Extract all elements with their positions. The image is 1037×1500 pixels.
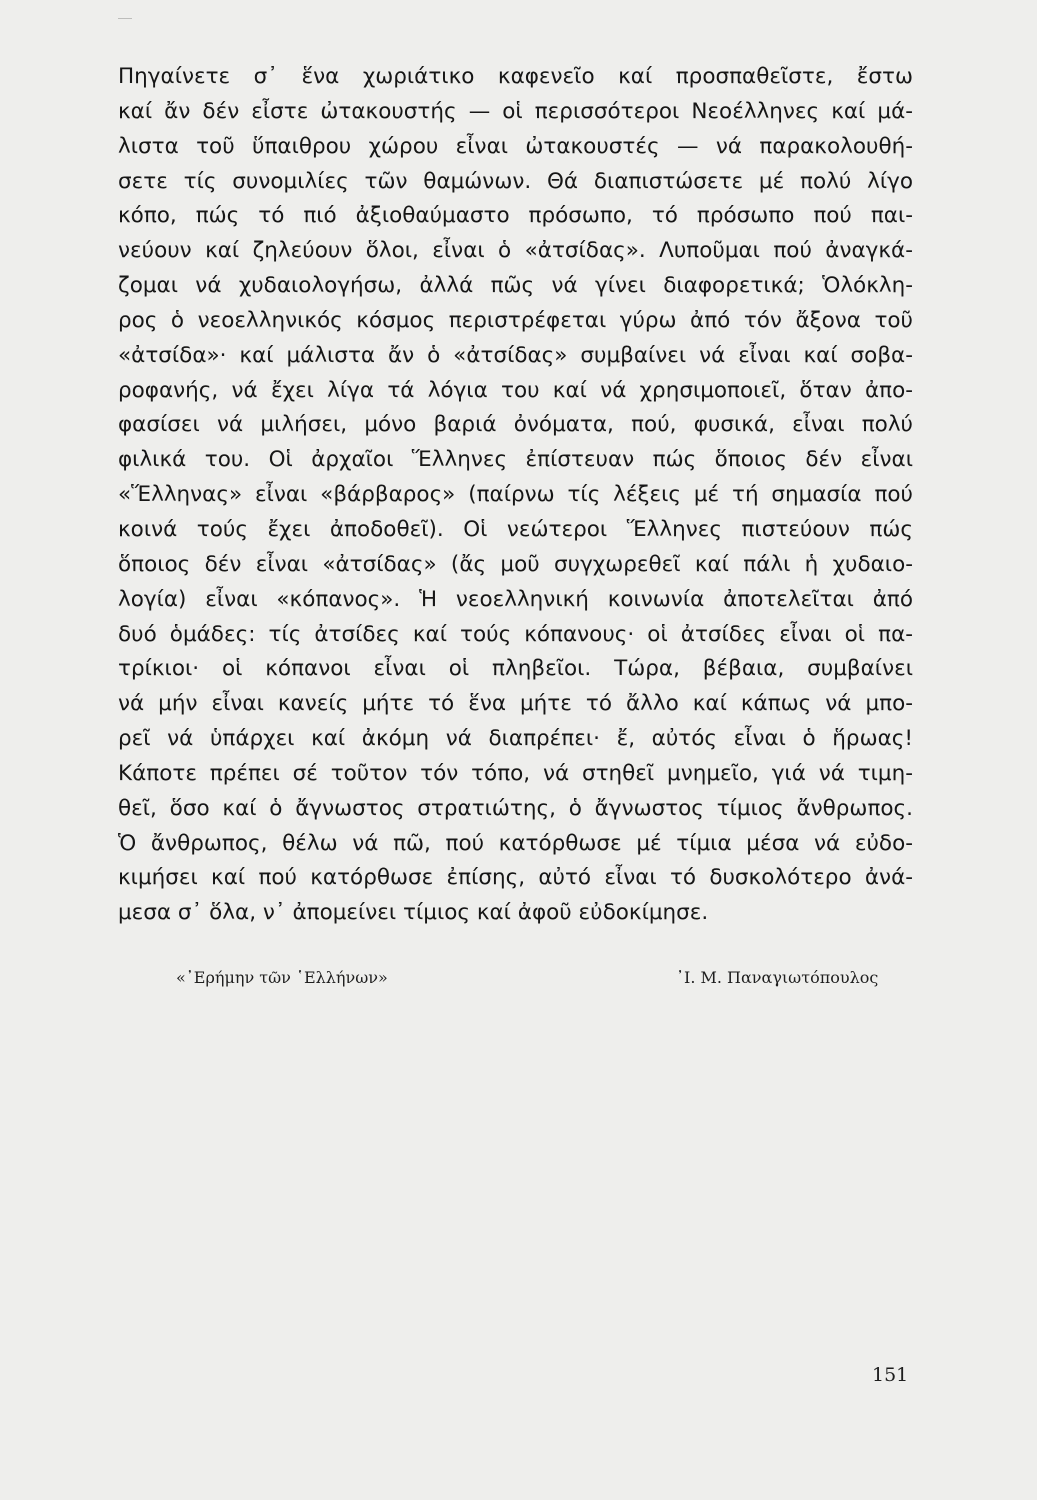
text-line: Κάποτε πρέπει σέ τοῦτον τόν τόπο, νά στηθεῖ μνημεῖο, γιά νά τιμη-	[118, 760, 913, 786]
text-line: θεῖ, ὅσο καί ὁ ἄγνωστος στρατιώτης, ὁ ἄγνωστος τίμιος ἄνθρωπος.	[118, 795, 913, 821]
text-line: νά μήν εἶναι κανείς μήτε τό ἕνα μήτε τό ἄλλο καί κάπως νά μπο-	[118, 691, 913, 717]
text-line: ζομαι νά χυδαιολογήσω, ἀλλά πῶς νά γίνει διαφορετικά; Ὁλόκλη-	[118, 273, 913, 299]
text-line: ροφανής, νά ἔχει λίγα τά λόγια του καί νά χρησιμοποιεῖ, ὅταν ἀπο-	[118, 377, 913, 403]
text-line: μεσα σ᾽ ὅλα, ν᾽ ἀπομείνει τίμιος καί ἀφοῦ εὐδοκίμησε.	[118, 900, 709, 926]
text-line: δυό ὁμάδες: τίς ἀτσίδες καί τούς κόπανους· οἱ ἀτσίδες εἶναι οἱ πα-	[118, 621, 913, 647]
text-line: «Ἕλληνας» εἶναι «βάρβαρος» (παίρνω τίς λέξεις μέ τή σημασία πού	[118, 482, 913, 508]
text-line: ρεῖ νά ὑπάρχει καί ἀκόμη νά διαπρέπει· ἔ, αὐτός εἶναι ὁ ἥρωας!	[118, 726, 913, 752]
author-name: ᾽Ι. Μ. Παναγιωτόπουλος	[676, 968, 879, 987]
text-line: ρος ὁ νεοελληνικός κόσμος περιστρέφεται γύρω ἀπό τόν ἄξονα τοῦ	[118, 307, 913, 333]
body-paragraph	[118, 60, 913, 931]
text-line: λιστα τοῦ ὕπαιθρου χώρου εἶναι ὠτακουστές — νά παρακολουθή-	[118, 133, 913, 159]
text-line: φασίσει νά μιλήσει, μόνο βαριά ὀνόματα, πού, φυσικά, εἶναι πολύ	[118, 412, 913, 438]
text-line: ὅποιος δέν εἶναι «ἀτσίδας» (ἄς μοῦ συγχωρεθεῖ καί πάλι ἡ χυδαιο-	[118, 551, 913, 577]
text-line: κόπο, πώς τό πιό ἀξιοθαύμαστο πρόσωπο, τό πρόσωπο πού παι-	[118, 203, 913, 229]
text-line: τρίκιοι· οἱ κόπανοι εἶναι οἱ πληβεῖοι. Τώρα, βέβαια, συμβαίνει	[118, 656, 913, 682]
text-line: νεύουν καί ζηλεύουν ὅλοι, εἶναι ὁ «ἀτσίδας». Λυποῦμαι πού ἀναγκά-	[118, 238, 913, 264]
source-citation: «᾽Ερήμην τῶν ῾Ελλήνων»	[176, 968, 388, 987]
text-line: Πηγαίνετε σ᾽ ἕνα χωριάτικο καφενεῖο καί προσπαθεῖστε, ἔστω	[118, 64, 913, 89]
scan-mark	[118, 18, 132, 19]
text-line: φιλικά του. Οἱ ἀρχαῖοι Ἕλληνες ἐπίστευαν πώς ὅποιος δέν εἶναι	[118, 447, 913, 473]
text-line: «ἀτσίδα»· καί μάλιστα ἄν ὁ «ἀτσίδας» συμβαίνει νά εἶναι καί σοβα-	[118, 342, 913, 368]
page-number: 151	[872, 1364, 909, 1386]
text-line: κοινά τούς ἔχει ἀποδοθεῖ). Οἱ νεώτεροι Ἕλληνες πιστεύουν πώς	[118, 516, 913, 542]
text-line: κιμήσει καί πού κατόρθωσε ἐπίσης, αὐτό εἶναι τό δυσκολότερο ἀνά-	[118, 865, 913, 891]
text-line: λογία) εἶναι «κόπανος». Ἡ νεοελληνική κοινωνία ἀποτελεῖται ἀπό	[118, 586, 913, 612]
text-line: Ὁ ἄνθρωπος, θέλω νά πῶ, πού κατόρθωσε μέ τίμια μέσα νά εὐδο-	[118, 830, 913, 856]
text-line: καί ἄν δέν εἶστε ὠτακουστής — οἱ περισσότεροι Νεοέλληνες καί μά-	[118, 98, 913, 124]
text-line: σετε τίς συνομιλίες τῶν θαμώνων. Θά διαπιστώσετε μέ πολύ λίγο	[118, 168, 913, 194]
